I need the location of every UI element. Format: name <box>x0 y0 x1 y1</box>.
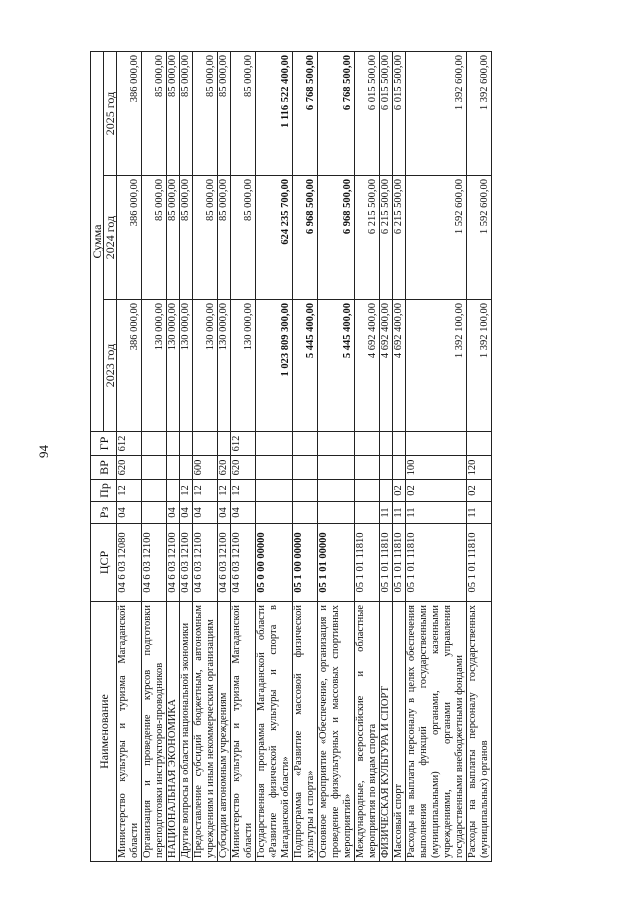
row-2023: 1 392 100,00 <box>467 300 492 432</box>
row-2024: 85 000,00 <box>167 176 180 300</box>
row-rz: 11 <box>380 502 393 524</box>
row-name: Основное мероприятие «Обеспечение, организация и проведение физкультурных и массовых спортивных мероприятий» <box>318 602 355 862</box>
header-vr: ВР <box>91 456 117 480</box>
row-2025: 85 000,00 <box>167 51 180 175</box>
row-2023: 130 000,00 <box>180 300 193 432</box>
row-rz: 04 <box>117 502 142 524</box>
row-pr <box>256 480 293 502</box>
page-number: 94 <box>36 445 51 458</box>
row-name: ФИЗИЧЕСКАЯ КУЛЬТУРА И СПОРТ <box>380 602 393 862</box>
row-rz: 11 <box>406 502 467 524</box>
row-vr <box>318 456 355 480</box>
row-name: Государственная программа Магаданской области «Развитие физической культуры и спорта в Магаданской области» <box>256 602 293 862</box>
row-2024: 624 235 700,00 <box>256 176 293 300</box>
row-rz <box>355 502 380 524</box>
row-pr: 12 <box>117 480 142 502</box>
row-vr <box>167 456 180 480</box>
row-gr <box>380 432 393 456</box>
table-row <box>380 51 393 861</box>
row-gr <box>218 432 231 456</box>
row-gr <box>406 432 467 456</box>
header-gr: ГР <box>91 432 117 456</box>
row-2024: 6 968 500,00 <box>293 176 318 300</box>
row-2024: 85 000,00 <box>193 176 218 300</box>
row-vr <box>256 456 293 480</box>
header-year-2024: 2024 год <box>104 176 117 300</box>
row-2024: 1 592 600,00 <box>406 176 467 300</box>
row-2024: 85 000,00 <box>180 176 193 300</box>
row-pr: 12 <box>231 480 256 502</box>
table-row <box>231 51 256 861</box>
row-gr <box>167 432 180 456</box>
row-pr: 02 <box>393 480 406 502</box>
row-csr: 05 1 01 00000 <box>318 524 355 602</box>
row-rz: 04 <box>193 502 218 524</box>
row-2025: 386 000,00 <box>117 51 142 175</box>
row-rz: 04 <box>167 502 180 524</box>
row-pr <box>142 480 167 502</box>
row-name: НАЦИОНАЛЬНАЯ ЭКОНОМИКА <box>167 602 180 862</box>
row-2024: 1 592 600,00 <box>467 176 492 300</box>
header-year-2023: 2023 год <box>104 300 117 432</box>
row-csr: 04 6 03 12080 <box>117 524 142 602</box>
row-name: Расходы на выплаты персоналу государственных (муниципальных) органов <box>467 602 492 862</box>
row-vr: 620 <box>218 456 231 480</box>
row-pr: 12 <box>193 480 218 502</box>
row-vr: 620 <box>117 456 142 480</box>
row-2025: 85 000,00 <box>180 51 193 175</box>
row-2025: 6 015 500,00 <box>393 51 406 175</box>
row-2025: 6 015 500,00 <box>355 51 380 175</box>
row-2023: 130 000,00 <box>218 300 231 432</box>
row-2023: 5 445 400,00 <box>318 300 355 432</box>
row-2024: 6 968 500,00 <box>318 176 355 300</box>
row-gr <box>180 432 193 456</box>
row-csr: 05 0 00 00000 <box>256 524 293 602</box>
row-2023: 130 000,00 <box>193 300 218 432</box>
row-2025: 85 000,00 <box>231 51 256 175</box>
row-rz <box>293 502 318 524</box>
table-row <box>256 51 293 861</box>
row-pr <box>293 480 318 502</box>
row-2024: 85 000,00 <box>142 176 167 300</box>
budget-table <box>90 51 492 862</box>
row-gr <box>293 432 318 456</box>
row-name: Массовый спорт <box>393 602 406 862</box>
table-row <box>355 51 380 861</box>
row-2025: 6 768 500,00 <box>293 51 318 175</box>
row-name: Субсидии автономным учреждениям <box>218 602 231 862</box>
row-vr <box>293 456 318 480</box>
row-name: Министерство культуры и туризма Магаданской области <box>231 602 256 862</box>
row-csr: 04 6 03 12100 <box>193 524 218 602</box>
row-2023: 130 000,00 <box>231 300 256 432</box>
row-rz: 04 <box>231 502 256 524</box>
row-2025: 1 116 522 400,00 <box>256 51 293 175</box>
row-vr: 600 <box>193 456 218 480</box>
row-name: Другие вопросы в области национальной экономики <box>180 602 193 862</box>
row-2023: 386 000,00 <box>117 300 142 432</box>
row-vr <box>355 456 380 480</box>
row-vr: 620 <box>231 456 256 480</box>
row-rz: 04 <box>218 502 231 524</box>
row-vr: 100 <box>406 456 467 480</box>
row-gr: 612 <box>117 432 142 456</box>
header-pr: Пр <box>91 480 117 502</box>
row-csr: 04 6 03 12100 <box>231 524 256 602</box>
row-2024: 6 215 500,00 <box>355 176 380 300</box>
row-vr <box>142 456 167 480</box>
row-name: Министерство культуры и туризма Магаданской области <box>117 602 142 862</box>
row-csr: 04 6 03 12100 <box>142 524 167 602</box>
row-vr <box>380 456 393 480</box>
row-csr: 05 1 01 11810 <box>355 524 380 602</box>
row-csr: 04 6 03 12100 <box>218 524 231 602</box>
table-header-row <box>91 51 104 861</box>
row-2025: 85 000,00 <box>193 51 218 175</box>
row-rz: 11 <box>467 502 492 524</box>
row-csr: 04 6 03 12100 <box>167 524 180 602</box>
row-2025: 85 000,00 <box>142 51 167 175</box>
row-rz <box>142 502 167 524</box>
row-2024: 6 215 500,00 <box>380 176 393 300</box>
row-2023: 4 692 400,00 <box>355 300 380 432</box>
table-row <box>293 51 318 861</box>
table-row <box>406 51 467 861</box>
row-pr: 02 <box>406 480 467 502</box>
row-csr: 05 1 01 11810 <box>393 524 406 602</box>
row-2023: 130 000,00 <box>142 300 167 432</box>
row-2025: 6 768 500,00 <box>318 51 355 175</box>
row-pr: 12 <box>180 480 193 502</box>
row-2023: 130 000,00 <box>167 300 180 432</box>
table-row <box>218 51 231 861</box>
row-2023: 1 392 100,00 <box>406 300 467 432</box>
row-2023: 1 023 809 300,00 <box>256 300 293 432</box>
row-gr: 612 <box>231 432 256 456</box>
row-gr <box>355 432 380 456</box>
row-csr: 04 6 03 12100 <box>180 524 193 602</box>
table-body <box>117 51 492 861</box>
table-row <box>142 51 167 861</box>
row-rz <box>318 502 355 524</box>
row-2024: 85 000,00 <box>231 176 256 300</box>
row-gr <box>467 432 492 456</box>
row-name: Организация и проведение курсов подготовки переподготовки инструкторов-проводников <box>142 602 167 862</box>
row-csr: 05 1 01 11810 <box>467 524 492 602</box>
header-csr: ЦСР <box>91 524 117 602</box>
budget-table-wrapper <box>90 51 492 862</box>
row-pr <box>355 480 380 502</box>
header-year-2025: 2025 год <box>104 51 117 175</box>
row-2024: 6 215 500,00 <box>393 176 406 300</box>
row-vr <box>180 456 193 480</box>
table-row <box>467 51 492 861</box>
row-vr <box>393 456 406 480</box>
row-2023: 5 445 400,00 <box>293 300 318 432</box>
row-2024: 386 000,00 <box>117 176 142 300</box>
row-csr: 05 1 01 11810 <box>406 524 467 602</box>
row-pr <box>380 480 393 502</box>
row-name: Международные, всероссийские и областные мероприятия по видам спорта <box>355 602 380 862</box>
row-gr <box>256 432 293 456</box>
row-name: Предоставление субсидий бюджетным, автономным учреждениям и иным некоммерческим организациям <box>193 602 218 862</box>
row-gr <box>393 432 406 456</box>
row-csr: 05 1 00 00000 <box>293 524 318 602</box>
row-2025: 1 392 600,00 <box>406 51 467 175</box>
row-2023: 4 692 400,00 <box>380 300 393 432</box>
row-2025: 85 000,00 <box>218 51 231 175</box>
row-2025: 6 015 500,00 <box>380 51 393 175</box>
table-row <box>393 51 406 861</box>
row-2024: 85 000,00 <box>218 176 231 300</box>
row-rz <box>256 502 293 524</box>
table-row <box>180 51 193 861</box>
table-row <box>193 51 218 861</box>
row-gr <box>142 432 167 456</box>
row-vr: 120 <box>467 456 492 480</box>
row-gr <box>318 432 355 456</box>
row-pr <box>318 480 355 502</box>
row-csr: 05 1 01 11810 <box>380 524 393 602</box>
header-sum: Сумма <box>91 51 104 431</box>
row-pr: 02 <box>467 480 492 502</box>
header-name: Наименование <box>91 602 117 862</box>
header-rz: Рз <box>91 502 117 524</box>
row-2025: 1 392 600,00 <box>467 51 492 175</box>
row-pr: 12 <box>218 480 231 502</box>
row-name: Подпрограмма «Развитие массовой физической культуры и спорта» <box>293 602 318 862</box>
row-pr <box>167 480 180 502</box>
row-rz: 04 <box>180 502 193 524</box>
row-gr <box>193 432 218 456</box>
row-rz: 11 <box>393 502 406 524</box>
table-row <box>117 51 142 861</box>
table-row <box>318 51 355 861</box>
row-name: Расходы на выплаты персоналу в целях обеспечения выполнения функций государственными (муниципальными) органами, казенными учреждениями, органами управления государственными внебюджетными фондами <box>406 602 467 862</box>
row-2023: 4 692 400,00 <box>393 300 406 432</box>
table-row <box>167 51 180 861</box>
